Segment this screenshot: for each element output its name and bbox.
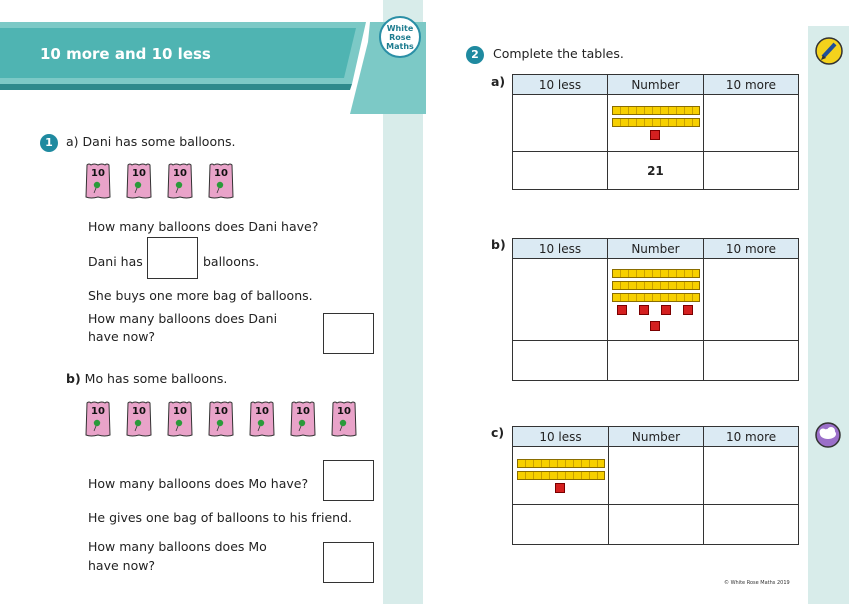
one-cube [639,305,649,315]
header-10-less: 10 less [513,427,609,447]
table-a-10-more-cell[interactable] [703,95,798,152]
svg-text:10: 10 [214,168,228,179]
pencil-icon [814,36,844,66]
one-cube [617,305,627,315]
svg-text:10: 10 [132,168,146,179]
right-page-spine [808,26,849,604]
q2-instruction: Complete the tables. [493,46,624,61]
balloon-bag [167,162,193,200]
table-c-number-cell[interactable] [608,447,703,505]
balloon-bag [208,400,234,438]
white-rose-maths-logo: White Rose Maths [379,16,421,58]
table-b-number-blocks [607,259,703,341]
table-c-number-answer[interactable] [608,505,703,545]
balloons-text: balloons. [203,254,260,269]
header-number: Number [608,427,703,447]
table-a-label: a) [491,74,506,89]
svg-text:10: 10 [132,406,146,417]
header-10-more: 10 more [703,239,798,259]
mo-answer-box[interactable] [323,460,374,501]
svg-text:10: 10 [337,406,351,417]
q1a-question: How many balloons does Dani have? [88,219,319,234]
mo-now-question-line2: have now? [88,558,156,573]
dani-has-text: Dani has [88,254,143,269]
table-c-10-more-answer[interactable] [704,505,799,545]
svg-text:10: 10 [255,406,269,417]
table-b-label: b) [491,237,506,252]
table-c-10-less-blocks [513,447,609,505]
table-a-10-less-answer[interactable] [513,152,608,190]
question-1-number: 1 [40,134,58,152]
dani-answer-box[interactable] [147,237,198,279]
copyright: © White Rose Maths 2019 [724,580,790,586]
header-10-more: 10 more [704,427,799,447]
table-c [512,426,799,545]
header-10-more: 10 more [703,75,798,95]
table-a-number-value: 21 [607,152,703,190]
balloon-bag [85,400,111,438]
header-10-less: 10 less [513,75,608,95]
header-10-less: 10 less [513,239,608,259]
table-c-10-less-answer[interactable] [513,505,609,545]
svg-text:10: 10 [173,406,187,417]
dani-now-question-line1: How many balloons does Dani [88,311,278,326]
ten-rod [517,471,605,480]
table-b-10-more-answer[interactable] [703,341,798,381]
one-cube [661,305,671,315]
svg-text:10: 10 [214,406,228,417]
q1a-label-text: a) Dani has some balloons. [66,134,236,149]
svg-text:10: 10 [173,168,187,179]
balloon-bag [126,400,152,438]
ten-rod [612,281,700,290]
table-b-10-less-answer[interactable] [513,341,608,381]
table-c-label: c) [491,425,505,440]
dani-now-answer-box[interactable] [323,313,374,354]
table-a-10-more-answer[interactable] [703,152,798,190]
q1b-question: How many balloons does Mo have? [88,476,309,491]
balloon-bag [85,162,111,200]
page-title: 10 more and 10 less [40,45,211,63]
table-b-10-less-cell[interactable] [513,259,608,341]
mo-now-answer-box[interactable] [323,542,374,583]
one-cube [555,483,565,493]
buys-more-text: She buys one more bag of balloons. [88,288,313,303]
table-a-number-blocks [607,95,703,152]
balloon-bag [126,162,152,200]
table-b-number-answer[interactable] [607,341,703,381]
balloon-bag [331,400,357,438]
mo-now-question-line1: How many balloons does Mo [88,539,267,554]
q1b-label-text: b) Mo has some balloons. [66,371,228,386]
table-b [512,238,799,381]
svg-text:10: 10 [91,406,105,417]
svg-text:10: 10 [296,406,310,417]
one-cube [683,305,693,315]
header-number: Number [607,239,703,259]
table-a-10-less-cell[interactable] [513,95,608,152]
one-cube [650,130,660,140]
table-a [512,74,799,190]
ten-rod [517,459,605,468]
balloon-bag [290,400,316,438]
svg-text:10: 10 [91,168,105,179]
balloon-bag [249,400,275,438]
ten-rod [612,269,700,278]
balloon-bag [167,400,193,438]
question-2-number: 2 [466,46,484,64]
one-cube [650,321,660,331]
ten-rod [612,293,700,302]
gives-text: He gives one bag of balloons to his friend. [88,510,352,525]
header-number: Number [607,75,703,95]
table-b-10-more-cell[interactable] [703,259,798,341]
thinking-cloud-icon [814,421,842,449]
ten-rod [612,106,700,115]
table-c-10-more-cell[interactable] [704,447,799,505]
dani-now-question-line2: have now? [88,329,156,344]
balloon-bag [208,162,234,200]
ten-rod [612,118,700,127]
